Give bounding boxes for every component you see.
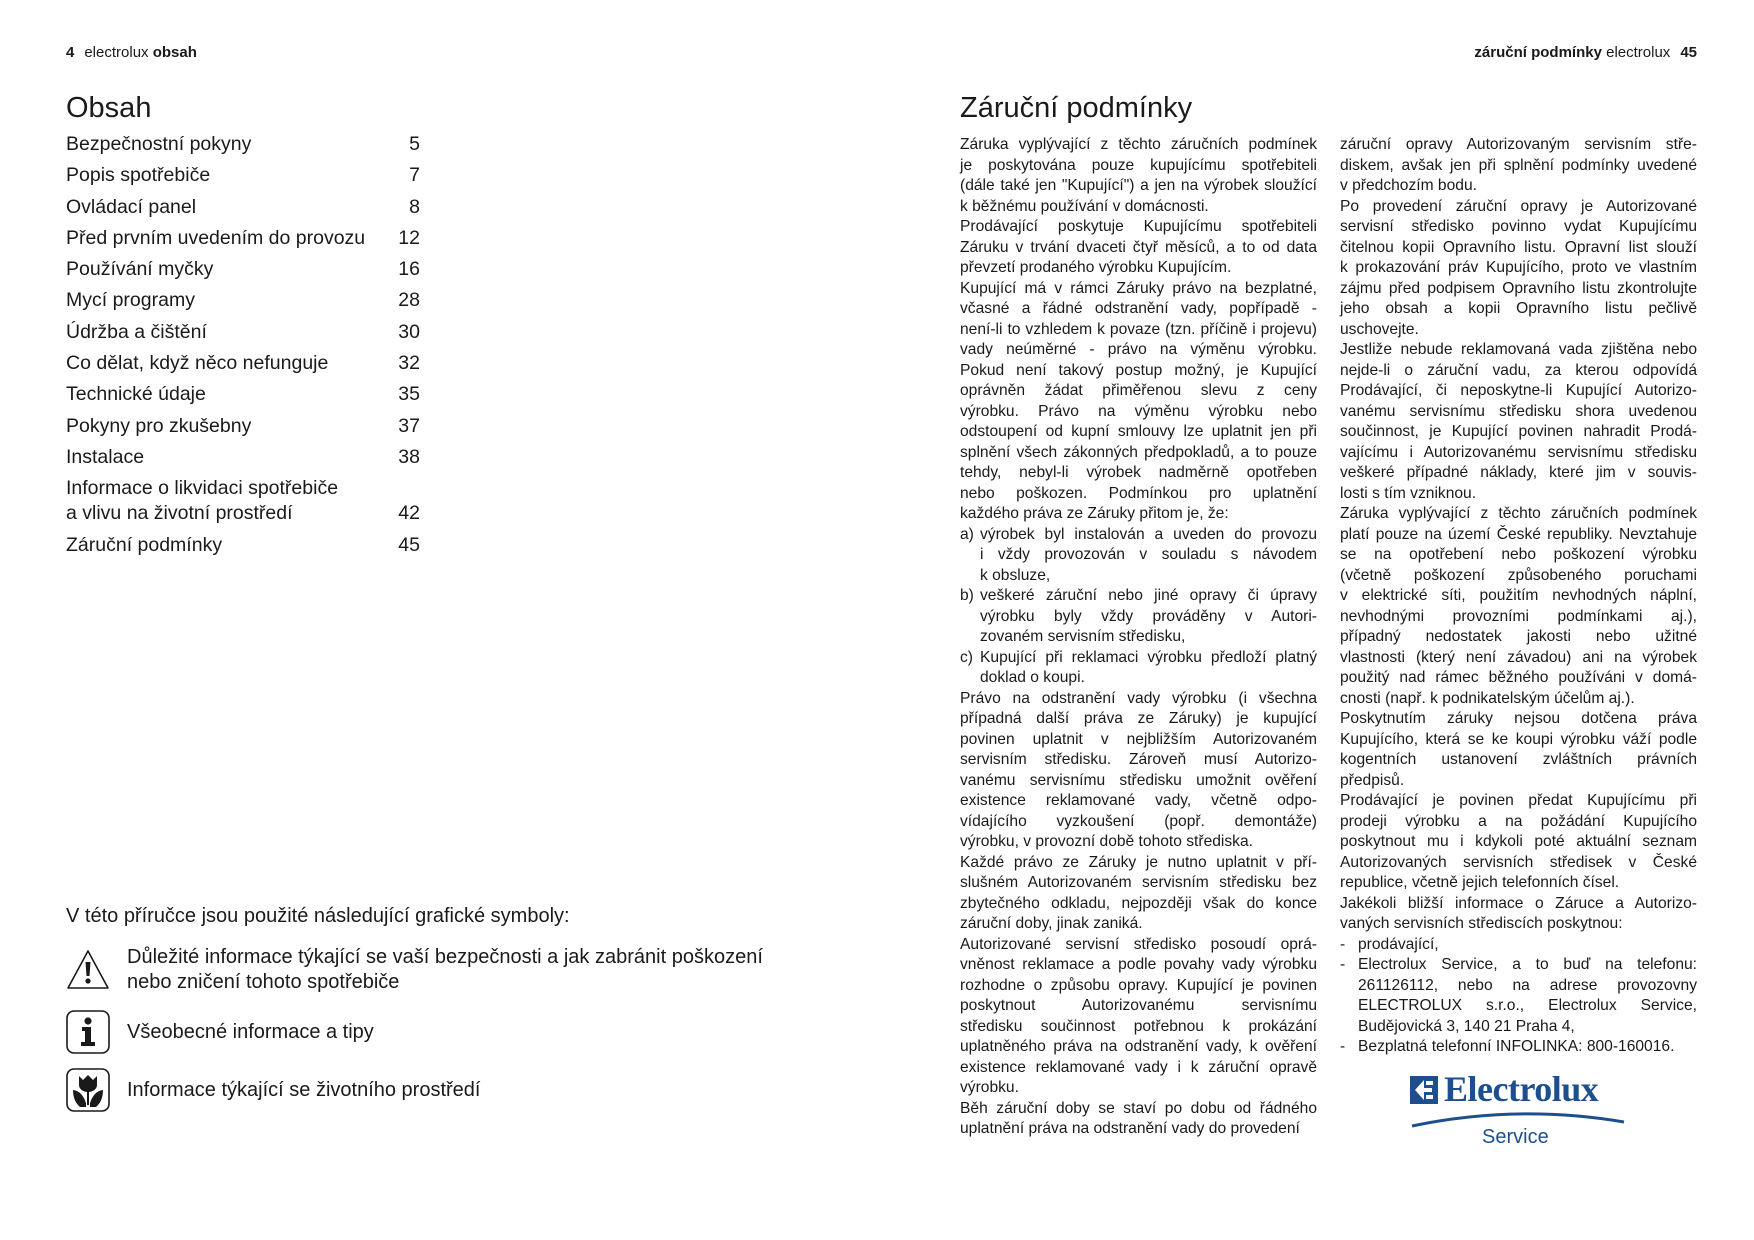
list-item xyxy=(1340,1037,1697,1058)
list-marker: c) xyxy=(960,648,973,666)
text-line: jeho obsah a kopii Opravního listu pečlivě xyxy=(1340,300,1697,317)
text-line: povinen uplatnit v nejbližším Autorizovaném xyxy=(960,730,1317,748)
paragraph xyxy=(960,135,1317,217)
table-of-contents xyxy=(66,132,420,564)
toc-entry[interactable] xyxy=(66,533,420,558)
paragraph xyxy=(1340,791,1697,894)
toc-entry-label: Technické údaje xyxy=(66,383,206,406)
paragraph xyxy=(1340,197,1697,341)
toc-entry[interactable] xyxy=(66,382,420,407)
toc-entry-label: Záruční podmínky xyxy=(66,533,223,556)
text-line: Jestliže nebude reklamovaná vada zjištěna nebo xyxy=(1340,341,1697,358)
text-line: prodeji výrobku a na požádání Kupujícího xyxy=(1340,812,1697,830)
text-line: k prokazování práv Kupujícího, proto ve vlastním xyxy=(1340,259,1697,276)
logo-swoosh xyxy=(1410,1108,1626,1128)
text-line: Po provedení záruční opravy je Autorizované xyxy=(1340,197,1697,215)
paragraph xyxy=(1340,894,1697,935)
text-line: splnění všech zákonných předpokladů, a to pouze xyxy=(960,443,1317,461)
text-line: uplatnění práva na odstranění vady do provedení xyxy=(960,1120,1300,1137)
toc-entry-page: 42 xyxy=(398,502,420,525)
text-line: vlastnosti (který není závadou) ani na výrobek xyxy=(1340,648,1697,666)
toc-entry-page: 45 xyxy=(398,533,420,556)
text-line: Záruka vyplývající z těchto záručních podmínek xyxy=(960,136,1317,153)
page-number: 45 xyxy=(1680,44,1697,61)
text-line: veškeré případné náklady, které jim v souvis- xyxy=(1340,464,1697,481)
text-line: Prodávající poskytuje Kupujícímu spotřebiteli xyxy=(960,218,1317,235)
toc-entry-label: Informace o likvidaci spotřebiče a vlivu na životní prostředí xyxy=(66,477,339,525)
text-line: Právo na odstranění vady výrobku (i všechna xyxy=(960,689,1317,707)
text-line: záruční opravy Autorizovaným servisním stře- xyxy=(1340,136,1697,153)
symbol-text: Všeobecné informace a tipy xyxy=(127,1020,374,1043)
list-item xyxy=(1340,955,1697,1037)
text-line: vajícímu i Autorizovanému servisnímu středisku xyxy=(1340,443,1697,461)
toc-entry[interactable] xyxy=(66,132,420,157)
text-line: zovaném servisním středisku, xyxy=(980,628,1186,645)
text-line: vídajícího vyzkoušení (popř. demontáže) xyxy=(960,812,1317,830)
list-marker: a) xyxy=(960,525,974,543)
text-line: výrobku, v provozní době tohoto střediska. xyxy=(960,833,1253,850)
text-line: výrobku. xyxy=(960,1079,1019,1096)
toc-entry[interactable] xyxy=(66,414,420,439)
toc-entry[interactable] xyxy=(66,288,420,313)
list-marker: b) xyxy=(960,587,974,604)
paragraph xyxy=(960,217,1317,279)
text-line: poskytnout mu i kdykoli poté aktuální seznam xyxy=(1340,833,1697,850)
text-line: rozhodne o způsobu opravy. Kupující je povinen xyxy=(960,976,1317,994)
text-line: Kupující při reklamaci výrobku předloží platný xyxy=(980,648,1317,666)
text-line: Electrolux Service, a to buď na telefonu: xyxy=(1358,956,1697,973)
symbols-title: V této příručce jsou použité následující grafické symboly: xyxy=(66,905,570,927)
toc-entry[interactable] xyxy=(66,445,420,470)
toc-entry-page: 5 xyxy=(409,133,420,155)
text-line: výrobek byl instalován a uveden do provozu xyxy=(980,525,1317,543)
text-line: poskytnout Autorizovanému servisnímu xyxy=(960,997,1317,1014)
paragraph xyxy=(960,1099,1317,1140)
text-line: v elektrické síti, použitím nevhodných náplní, xyxy=(1340,587,1697,604)
text-line: republice, včetně jejich telefonních čísel. xyxy=(1340,874,1620,891)
toc-entry-label: Údržba a čištění xyxy=(66,320,207,343)
text-line: předpisů. xyxy=(1340,771,1405,789)
text-line: případná další práva ze Záruky) je kupující xyxy=(960,710,1317,727)
text-line: včasné a řádné odstranění vady, popřípadě - xyxy=(960,300,1317,317)
toc-entry-label: Pokyny pro zkušebny xyxy=(66,414,252,437)
header-section: záruční podmínky xyxy=(1474,44,1602,61)
warning-triangle-icon xyxy=(66,948,110,992)
text-line: tehdy, nebyl-li výrobek nadměrně opotřeben xyxy=(960,464,1317,481)
text-line: slušném Autorizovaném servisním středisku bez xyxy=(960,874,1317,891)
text-line: součinnost, je Kupující povinen nahradit Prodá- xyxy=(1340,423,1697,440)
text-line: ELECTROLUX s.r.o., Electrolux Service, xyxy=(1358,997,1697,1014)
list-item xyxy=(960,586,1317,648)
text-line: vněnost reklamace a podle povahy vady výrobku xyxy=(960,956,1317,973)
paragraph xyxy=(960,853,1317,935)
toc-entry-label: Instalace xyxy=(66,445,145,468)
toc-entry-label: Bezpečnostní pokyny xyxy=(66,133,252,155)
text-line: veškeré záruční nebo jiné opravy či úpravy xyxy=(980,587,1317,604)
text-line: použitý nad rámec běžného používáni v domá- xyxy=(1340,669,1697,686)
toc-entry-label: Používání myčky xyxy=(66,258,214,281)
text-line: zbytečného odkladu, nejpozději však do konce xyxy=(960,894,1317,912)
text-line: diskem, avšak jen při splnění podmínky uvedené xyxy=(1340,156,1697,174)
text-column-1 xyxy=(960,135,1317,1140)
toc-entry-page: 38 xyxy=(398,445,420,468)
toc-entry-page: 28 xyxy=(398,289,420,312)
list-marker: - xyxy=(1340,935,1346,953)
logo-wordmark: Electrolux xyxy=(1444,1069,1599,1109)
toc-entry[interactable] xyxy=(66,195,420,220)
list-item xyxy=(1340,935,1697,956)
toc-entry[interactable] xyxy=(66,476,420,526)
text-line: Pokud není takový postup možný, je Kupující xyxy=(960,361,1317,379)
text-line: Jakékoli bližší informace o Záruce a Autorizo- xyxy=(1340,894,1697,912)
toc-entry-page: 37 xyxy=(398,414,420,437)
paragraph xyxy=(1340,504,1697,709)
text-line: servisní středisko povinno vydat Kupujícímu xyxy=(1340,218,1697,235)
toc-entry-page: 32 xyxy=(398,352,420,375)
text-line: existence reklamované vady i k záruční opravě xyxy=(960,1058,1317,1076)
symbol-text: Důležité informace týkající se vaší bezpečnosti a jak zabránit poškození nebo zničení tohoto spotřebiče xyxy=(127,946,763,993)
toc-entry[interactable] xyxy=(66,257,420,282)
text-line: uplatněného práva na odstranění vady, k ověření xyxy=(960,1038,1317,1055)
toc-entry-label: Co dělat, když něco nefunguje xyxy=(66,352,329,375)
text-line: Bezplatná telefonní INFOLINKA: 800-160016. xyxy=(1358,1038,1675,1055)
paragraph xyxy=(1340,709,1697,791)
environment-flower-icon xyxy=(66,1068,110,1112)
list-item xyxy=(960,648,1317,689)
text-line: kogentních ustanovení zvláštních právních xyxy=(1340,751,1697,768)
text-line: Záruka vyplývající z těchto záručních podmínek xyxy=(1340,505,1697,522)
text-line: losti s tím vzniknou. xyxy=(1340,484,1477,502)
text-line: se na opotřebení nebo poškození výrobku xyxy=(1340,546,1697,563)
text-line: středisku součinnost potřebnou k prokázání xyxy=(960,1017,1317,1035)
text-line: existence reklamované vady, včetně odpo- xyxy=(960,792,1317,809)
text-line: není-li to vzhledem k povaze (tzn. příčině i projevu) xyxy=(960,320,1317,338)
toc-entry-label: Popis spotřebiče xyxy=(66,164,211,187)
text-line: každého práva ze Záruky přitom je, že: xyxy=(960,505,1229,522)
paragraph xyxy=(960,935,1317,1099)
toc-entry-label: Mycí programy xyxy=(66,289,195,312)
paragraph xyxy=(960,279,1317,525)
left-page-header xyxy=(66,44,197,61)
toc-entry[interactable] xyxy=(66,320,420,345)
text-line: vanému servisnímu středisku umožnit ověření xyxy=(960,771,1317,789)
text-line: výrobku. Právo na výměnu výrobku nebo xyxy=(960,402,1317,420)
text-line: servisním středisku. Zároveň musí Autorizo- xyxy=(960,751,1317,768)
text-line: nejde-li o záruční vadu, za kterou odpovídá xyxy=(1340,361,1697,379)
text-line: oprávněn žádat přiměřenou slevu z ceny xyxy=(960,382,1317,399)
text-line: vady neúměrné - právo na výměnu výrobku. xyxy=(960,341,1317,358)
text-line: čitelnou kopii Opravního listu. Opravní list slouží xyxy=(1340,238,1697,256)
text-line: Kupujícího, která se ke koupi výrobku váží podle xyxy=(1340,730,1697,748)
header-brand: electrolux xyxy=(1606,44,1671,61)
toc-entry[interactable] xyxy=(66,226,420,251)
text-line: prodávající, xyxy=(1358,935,1439,953)
text-line: 261126112, nebo na adrese provozovny xyxy=(1358,976,1697,994)
list-marker: - xyxy=(1340,956,1346,973)
text-line: vaných servisních střediscích poskytnou: xyxy=(1340,915,1623,932)
electrolux-service-logo xyxy=(1410,1068,1626,1148)
text-line: Záruku v trvání dvaceti čtyř měsíců, a to od data xyxy=(960,238,1317,256)
list-item xyxy=(960,525,1317,587)
paragraph xyxy=(1340,135,1697,197)
info-icon xyxy=(66,1010,110,1054)
text-line: Budějovická 3, 140 21 Praha 4, xyxy=(1358,1017,1575,1035)
text-line: Autorizované servisní středisko posoudí oprá- xyxy=(960,935,1317,953)
toc-entry-page: 7 xyxy=(409,164,420,187)
symbol-warning xyxy=(66,945,763,995)
text-line: převzetí prodaného výrobku Kupujícím. xyxy=(960,259,1232,276)
text-line: případný nedostatek jakosti nebo užitné xyxy=(1340,628,1697,645)
text-line: Kupující má v rámci Záruky právo na bezplatné, xyxy=(960,279,1317,297)
electrolux-logo-icon xyxy=(1410,1076,1438,1104)
list-marker: - xyxy=(1340,1038,1346,1055)
toc-entry[interactable] xyxy=(66,351,420,376)
header-section: obsah xyxy=(152,44,197,61)
text-line: platí pouze na území České republiky. Nevztahuje xyxy=(1340,525,1697,543)
toc-entry-page: 16 xyxy=(398,258,420,281)
header-brand: electrolux xyxy=(84,44,149,61)
text-line: nebo poškozen. Podmínkou pro uplatnění xyxy=(960,484,1317,502)
text-line: (včetně poškození způsobeného poruchami xyxy=(1340,566,1697,584)
text-line: zájmu před podpisem Opravního listu zkontrolujte xyxy=(1340,279,1697,297)
text-line: výrobku byly vždy prováděny v Autori- xyxy=(980,607,1317,625)
toc-entry-page: 30 xyxy=(398,320,420,343)
text-line: i vždy provozován v souladu s návodem xyxy=(980,546,1317,563)
text-line: je poskytována pouze kupujícímu spotřebiteli xyxy=(960,156,1317,174)
text-line: Běh záruční doby se staví po dobu od řádného xyxy=(960,1099,1317,1117)
symbol-text: Informace týkající se životního prostředí xyxy=(127,1078,481,1101)
text-column-2 xyxy=(1340,135,1697,1058)
toc-entry[interactable] xyxy=(66,163,420,188)
page-number: 4 xyxy=(66,44,75,61)
text-line: Prodávající je povinen předat Kupujícímu při xyxy=(1340,792,1697,809)
text-line: Poskytnutím záruky nejsou dotčena práva xyxy=(1340,710,1697,727)
text-line: uschovejte. xyxy=(1340,320,1419,338)
text-line: k běžnému používání v domácnosti. xyxy=(960,197,1209,215)
toc-title: Obsah xyxy=(66,92,152,124)
toc-entry-page: 8 xyxy=(409,195,420,218)
text-line: Prodávající, či neposkytne-li Kupující Autorizo- xyxy=(1340,382,1697,399)
toc-entry-label: Ovládací panel xyxy=(66,195,197,218)
toc-entry-page: 12 xyxy=(398,226,420,249)
text-line: Každé právo ze Záruky je nutno uplatnit v pří- xyxy=(960,853,1317,871)
symbol-environment xyxy=(66,1068,481,1112)
warranty-title: Záruční podmínky xyxy=(960,92,1193,124)
text-line: doklad o koupi. xyxy=(980,669,1085,686)
toc-entry-page: 35 xyxy=(398,383,420,406)
toc-entry-label: Před prvním uvedením do provozu xyxy=(66,226,366,249)
text-line: vanému servisnímu středisku shora uvedenou xyxy=(1340,402,1697,420)
text-line: (dále také jen "Kupující") a jen na výrobek sloužící xyxy=(960,177,1317,194)
paragraph xyxy=(960,689,1317,853)
text-line: Autorizovaných servisních středisek v České xyxy=(1340,853,1697,871)
text-line: záruční doby, jinak zaniká. xyxy=(960,915,1143,932)
right-page-header xyxy=(1474,44,1697,61)
symbol-info xyxy=(66,1010,374,1054)
text-line: nevhodnými provozními podmínkami aj.), xyxy=(1340,607,1697,625)
text-line: cnosti (např. k podnikatelským účelům aj.). xyxy=(1340,689,1635,707)
logo-subtitle: Service xyxy=(1482,1126,1549,1148)
paragraph xyxy=(1340,340,1697,504)
text-line: k obsluze, xyxy=(980,566,1051,584)
text-line: v předchozím bodu. xyxy=(1340,177,1477,194)
text-line: odstoupení od kupní smlouvy lze uplatnit jen při xyxy=(960,423,1317,440)
